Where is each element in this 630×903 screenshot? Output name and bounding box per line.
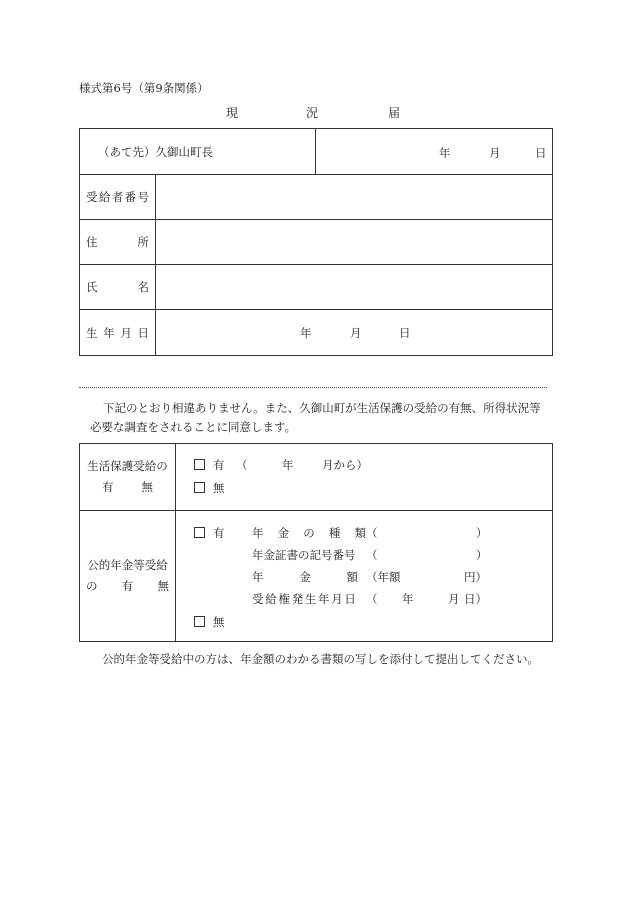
paren-open: （: [366, 592, 378, 606]
no-label: 無: [213, 481, 225, 495]
label-char: の: [86, 579, 98, 593]
paren-close: ）: [476, 526, 488, 540]
name-field[interactable]: [156, 265, 553, 310]
label-char: 番: [124, 190, 137, 204]
applicant-table: [79, 128, 553, 356]
address-field[interactable]: [156, 220, 553, 265]
paren-close: 日）: [464, 592, 487, 606]
label-char: 月: [120, 325, 132, 340]
no-label: 無: [213, 615, 225, 629]
label-char: 号: [137, 190, 149, 204]
welfare-options-cell: [176, 444, 553, 511]
pension-label-cell: [80, 511, 176, 642]
recipient-number-label: [80, 175, 156, 220]
label-char: 有: [102, 480, 114, 494]
title-char: 届: [388, 106, 401, 120]
grant-date-inner: 年 月: [402, 592, 460, 606]
label-char: 所: [137, 235, 149, 249]
recipient-number-field[interactable]: [156, 175, 553, 220]
label-char: 給: [98, 190, 111, 204]
welfare-yes-option[interactable]: [194, 457, 225, 473]
label-char: 者: [111, 190, 124, 204]
paren-close: 円）: [464, 570, 487, 584]
paren-open: （年額: [366, 570, 401, 584]
addressee: （あて先）久御山町長: [98, 144, 213, 159]
footnote: 公的年金等受給中の方は、年金額のわかる書類の写しを添付して提出してください。: [102, 652, 539, 666]
label-char: 無: [141, 480, 153, 494]
checkbox-icon[interactable]: [194, 527, 205, 538]
paren-close: ）: [476, 548, 488, 562]
birthdate-field[interactable]: [156, 310, 553, 356]
title-char: 況: [306, 106, 319, 120]
paren-open: （: [366, 548, 378, 562]
yes-label: 有: [213, 458, 225, 472]
label-char: 名: [137, 280, 149, 294]
birth-year: 年: [300, 326, 312, 340]
date-month: 月: [489, 146, 501, 160]
welfare-label-cell: [80, 444, 176, 511]
benefits-table: [79, 443, 553, 642]
welfare-year: 年: [282, 458, 294, 472]
cut-line: [79, 387, 547, 388]
form-number: 様式第6号（第9条関係）: [79, 81, 209, 95]
pension-no-option[interactable]: [194, 614, 225, 630]
document-title: [0, 104, 630, 122]
yes-label: 有: [213, 526, 225, 540]
checkbox-icon[interactable]: [194, 459, 205, 470]
label-char: 日: [137, 325, 149, 340]
pension-cert-label: 年金証書の記号番号: [252, 548, 356, 562]
pension-yes-option[interactable]: [194, 525, 225, 541]
name-label: [80, 265, 156, 310]
label-char: 生: [86, 325, 98, 340]
title-char: 現: [226, 106, 239, 120]
label-char: 住: [86, 235, 98, 249]
birth-month: 月: [350, 326, 362, 340]
checkbox-icon[interactable]: [194, 482, 205, 493]
welfare-no-option[interactable]: [194, 480, 225, 496]
label-char: 年: [103, 325, 115, 340]
welfare-label-line1: 生活保護受給の: [87, 459, 168, 473]
pension-amount-label: 年 金 額: [252, 570, 358, 584]
checkbox-icon[interactable]: [194, 616, 205, 627]
birthdate-label: [80, 310, 156, 356]
label-char: 受: [86, 190, 98, 204]
pension-grant-date-label: 受 給 権 発 生 年 月 日: [252, 592, 356, 606]
consent-line-1: 下記のとおり相違ありません。また、久御山町が生活保護の受給の有無、所得状況等: [103, 401, 541, 415]
pension-options-cell: [176, 511, 553, 642]
pension-type-label: 年 金 の 種 類: [252, 526, 366, 540]
addressee-cell: [80, 129, 316, 175]
paren-open: （: [236, 458, 248, 472]
pension-label-line1: 公的年金等受給: [87, 558, 168, 572]
address-label: [80, 220, 156, 265]
date-day: 日: [535, 146, 547, 160]
paren-open: （: [366, 526, 378, 540]
consent-line-2: 必要な調査をされることに同意します。: [90, 420, 297, 434]
label-char: 氏: [86, 280, 98, 294]
birth-day: 日: [399, 326, 411, 340]
welfare-month-from: 月から）: [322, 458, 368, 472]
label-char: 無: [157, 579, 169, 593]
date-year: 年: [439, 146, 451, 160]
label-char: 有: [121, 579, 134, 593]
date-cell[interactable]: [316, 129, 553, 175]
